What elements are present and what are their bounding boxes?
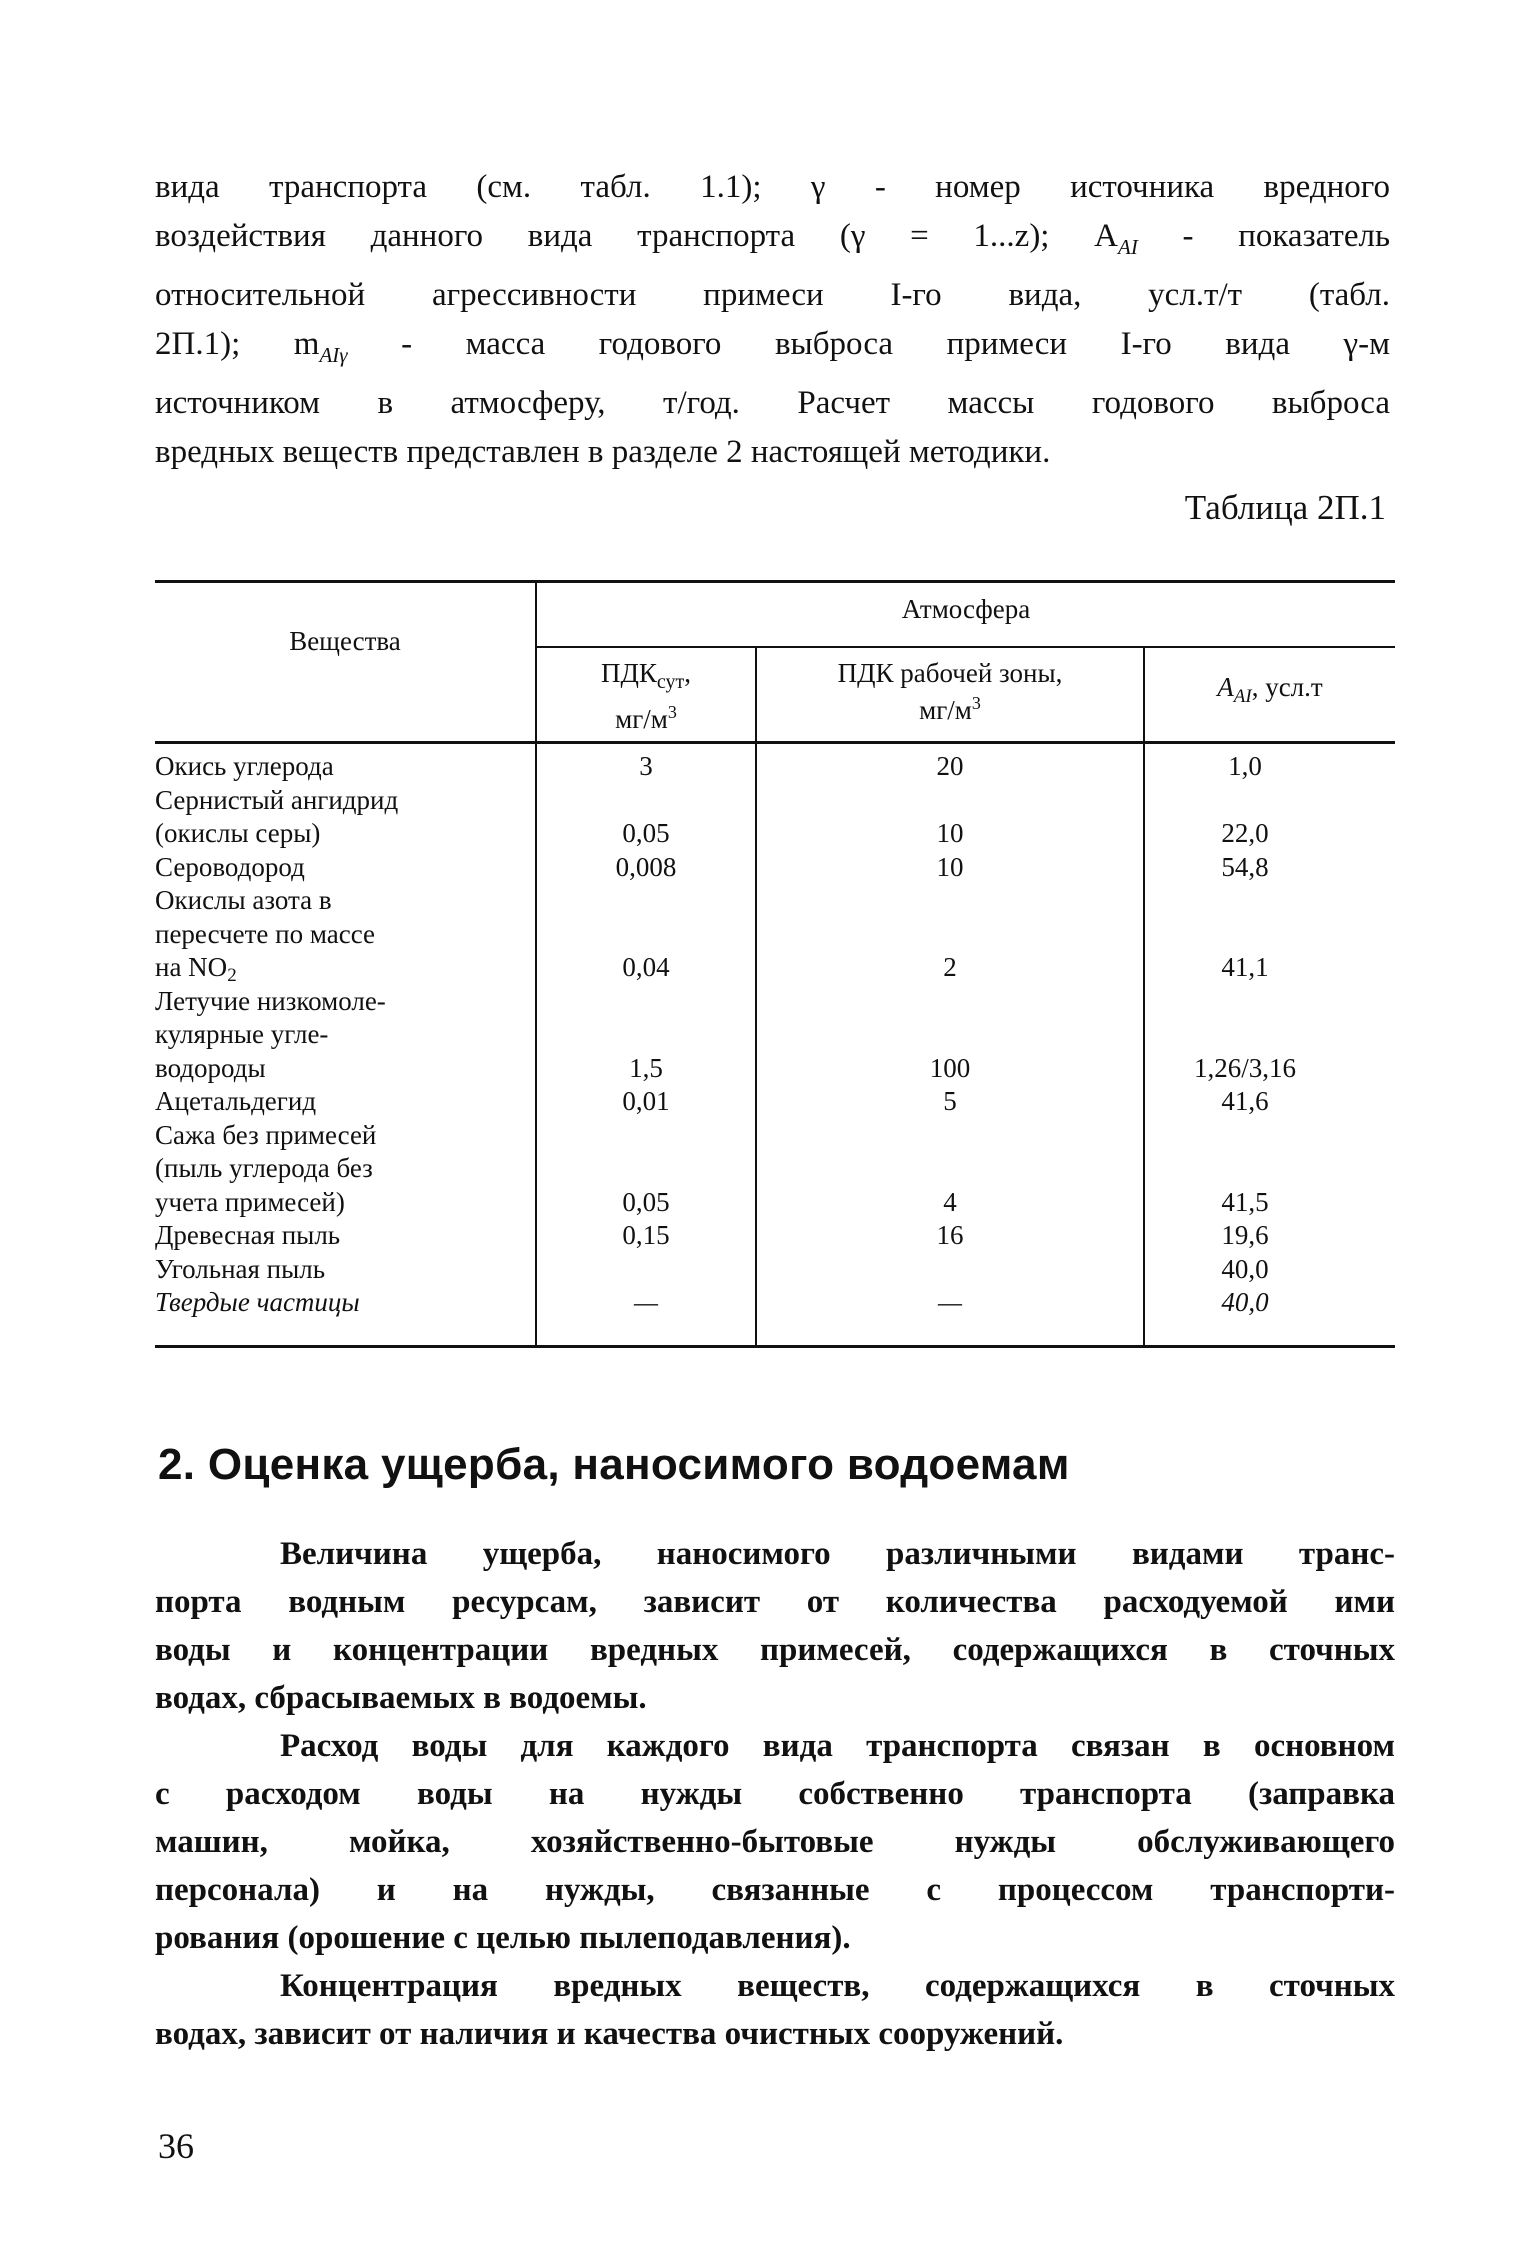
p2-line: Расход воды для каждого вида транспорта связан в основном [280, 1728, 1395, 1764]
table-header-divider [535, 646, 1395, 648]
substance-name-line: Угольная пыль [155, 1253, 326, 1284]
pdk-sut-value: 0,15 [622, 1220, 670, 1250]
pdk-sut-value: 3 [639, 751, 653, 781]
a-coef-value: 1,0 [1228, 751, 1262, 781]
substance-name-line: (окислы серы) [155, 818, 321, 848]
a-coef-value: 40,0 [1221, 1287, 1269, 1317]
p2-line: рования (орошение с целью пылеподавления). [155, 1920, 851, 1956]
pdk-work-value: 4 [943, 1186, 957, 1217]
pdk-work-value: 10 [936, 818, 964, 848]
p3-line: водах, зависит от наличия и качества очистных сооружений. [155, 2016, 1064, 2052]
substance-name [155, 1085, 515, 1119]
pdk-work-value: 16 [936, 1220, 964, 1250]
p3-line: Концентрация вредных веществ, содержащихся в сточных [280, 1968, 1395, 2004]
substance-name-line: (пыль углерода без [155, 1153, 373, 1183]
a-coef-value: 40,0 [1221, 1253, 1269, 1284]
a-coef-value: 54,8 [1221, 851, 1269, 882]
table-caption: Таблица 2П.1 [1184, 488, 1386, 527]
substance-name [155, 884, 515, 993]
intro-line-6: вредных веществ представлен в разделе 2 настоящей методики. [155, 433, 1051, 470]
table-row [155, 884, 1395, 985]
p1-line: порта водным ресурсам, зависит от количества расходуемой ими [155, 1584, 1395, 1620]
intro-line-4: 2П.1); $m_{AI\gamma}$ - масса годового выброса примеси I-го вида γ-м [155, 325, 1390, 367]
p2-line: с расходом воды на нужды собственно транспорта (заправка [155, 1776, 1395, 1812]
substance-name-line: Ацетальдегид [155, 1086, 317, 1116]
section-paragraph-2 [155, 1722, 1395, 1962]
substance-name [155, 851, 515, 885]
pdk-sut-value: 0,05 [622, 818, 670, 848]
p2-line: персонала) и на нужды, связанные с процессом транспорти- [155, 1872, 1395, 1908]
header-a-coef: $A_{AI}$, усл.т [1217, 672, 1323, 707]
intro-line-3: относительной агрессивности примеси I-го вида, усл.т/т (табл. [155, 277, 1390, 313]
substance-name-line: водороды [155, 1052, 266, 1083]
substance-name-line: Твердые частицы [155, 1287, 360, 1317]
a-coef-value: 1,26/3,16 [1193, 1052, 1296, 1083]
section-paragraph-3 [155, 1962, 1395, 2058]
table-row [155, 1286, 1395, 1320]
header-pdk-work: ПДК рабочей зоны, $мг/м^3$ [837, 658, 1063, 725]
table-row [155, 985, 1395, 1086]
substance-name [155, 1286, 515, 1320]
header-substances: Вещества [289, 626, 401, 656]
table-header-bottom-rule [155, 741, 1395, 744]
substance-name-line: Древесная пыль [155, 1220, 341, 1250]
pdk-sut-value: 0,05 [622, 1186, 670, 1217]
substance-name-line: кулярные угле- [155, 1019, 329, 1049]
substance-name [155, 750, 515, 784]
table-row [155, 1219, 1395, 1253]
p2-line: машин, мойка, хозяйственно-бытовые нужды обслуживающего [155, 1824, 1395, 1860]
pdk-sut-value: 1,5 [629, 1052, 663, 1083]
pdk-work-value: 5 [943, 1086, 957, 1116]
table-row [155, 750, 1395, 784]
substance-name-line: учета примесей) [155, 1186, 345, 1217]
table-row [155, 1253, 1395, 1287]
header-atmosphere: Атмосфера [901, 594, 1031, 624]
substance-name-line: Сероводород [155, 851, 305, 882]
table-row [155, 851, 1395, 885]
pdk-sut-value: 0,01 [622, 1086, 670, 1116]
a-coef-value: 41,5 [1221, 1186, 1269, 1217]
substance-name-line: на NO2 [155, 952, 237, 986]
table-top-rule [155, 580, 1395, 583]
table-row [155, 1119, 1395, 1220]
substances-table [155, 580, 1395, 1350]
substance-name [155, 985, 515, 1086]
intro-line-1: вида транспорта (см. табл. 1.1); γ - номер источника вредного [155, 169, 1390, 205]
a-coef-value: 22,0 [1221, 818, 1269, 848]
pdk-sut-value: 0,04 [622, 952, 670, 982]
substance-name [155, 1219, 515, 1253]
pdk-work-value: 2 [943, 952, 957, 982]
a-coef-value: 41,6 [1221, 1086, 1269, 1116]
substance-name [155, 1253, 515, 1287]
substance-name-line: Летучие низкомоле- [155, 985, 386, 1016]
intro-paragraph [155, 163, 1390, 476]
substance-name [155, 784, 515, 851]
substance-name-line: Сажа без примесей [155, 1119, 377, 1150]
table-row [155, 784, 1395, 851]
intro-line-5: источником в атмосферу, т/год. Расчет массы годового выброса [155, 385, 1390, 421]
pdk-work-value: 20 [936, 751, 964, 781]
pdk-sut-value: 0,008 [615, 851, 677, 882]
substance-name [155, 1119, 515, 1220]
a-coef-value: 19,6 [1221, 1220, 1269, 1250]
substance-name-line: Окись углерода [155, 751, 334, 781]
section-heading: 2. Оценка ущерба, наносимого водоемам [158, 1440, 1070, 1489]
section-paragraph-1 [155, 1530, 1395, 1722]
pdk-work-value: 10 [936, 851, 964, 882]
p1-line: Величина ущерба, наносимого различными видами транс- [280, 1536, 1395, 1572]
substance-name-line: пересчете по массе [155, 918, 375, 949]
header-pdk-sut: $ПДК_{сут}$, $мг/м^3$ [600, 658, 692, 734]
pdk-work-value: — [937, 1287, 962, 1317]
intro-line-2: воздействия данного вида транспорта (γ = 1...z); $A_{AI}$ - показатель [155, 217, 1390, 259]
substance-name-line: Окислы азота в [155, 885, 332, 915]
a-coef-value: 41,1 [1221, 952, 1269, 982]
page-number: 36 [158, 2126, 194, 2166]
pdk-sut-value: — [633, 1287, 658, 1317]
table-row [155, 1085, 1395, 1119]
p1-line: водах, сбрасываемых в водоемы. [155, 1680, 647, 1716]
substance-name-line: Сернистый ангидрид [155, 784, 399, 815]
pdk-work-value: 100 [929, 1052, 971, 1083]
table-bottom-rule [155, 1345, 1395, 1348]
p1-line: воды и концентрации вредных примесей, содержащихся в сточных [155, 1632, 1395, 1668]
